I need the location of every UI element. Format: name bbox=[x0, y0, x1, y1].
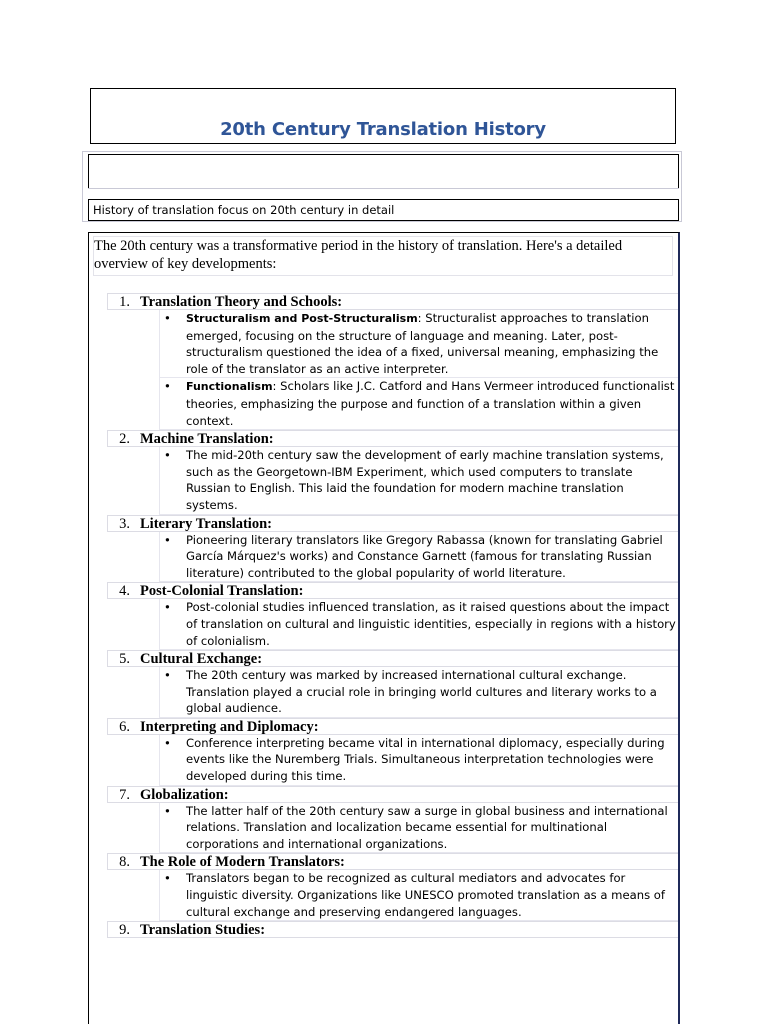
bullet-icon: • bbox=[164, 668, 171, 683]
bullet-text: Conference interpreting became vital in international diplomacy, especially during events like the Nuremberg Trials. Simultaneous interpretation technologies were developed during this time. bbox=[186, 735, 665, 784]
section-number: 5. bbox=[119, 651, 130, 668]
bullet-text: Translators began to be recognized as cultural mediators and advocates for linguistic diversity. Organizations like UNESCO promoted translation as a means of cultural exchange and preserving endangered languages. bbox=[186, 871, 665, 919]
bullet-term: Structuralism and Post-Structuralism bbox=[186, 312, 418, 325]
section-heading bbox=[107, 786, 679, 803]
section-title: Post-Colonial Translation: bbox=[140, 583, 304, 600]
bullet-text: The 20th century was marked by increased international cultural exchange. Translation played a crucial role in bringing world cultures and literary works to a global audience. bbox=[186, 668, 657, 716]
bullet-item bbox=[159, 667, 679, 718]
bullet-list bbox=[159, 532, 678, 583]
content-box bbox=[88, 232, 680, 1024]
section-title: Translation Studies: bbox=[140, 922, 266, 939]
section-list bbox=[107, 293, 678, 938]
divider bbox=[88, 188, 679, 189]
bullet-icon: • bbox=[164, 871, 171, 886]
section-number: 6. bbox=[119, 718, 130, 735]
section-title: Interpreting and Diplomacy: bbox=[140, 718, 319, 735]
section-number: 4. bbox=[119, 583, 130, 600]
bullet-text: Pioneering literary translators like Gregory Rabassa (known for translating Gabriel García Márquez's works) and Constance Garnett (famous for translating Russian literature) contributed to the global popularity of world literature. bbox=[186, 532, 663, 580]
bullet-icon: • bbox=[164, 803, 171, 818]
bullet-icon: • bbox=[164, 532, 171, 547]
bullet-list bbox=[159, 735, 678, 786]
document-title: 20th Century Translation History bbox=[220, 119, 546, 140]
section-item bbox=[107, 430, 678, 514]
section-item bbox=[107, 853, 678, 921]
bullet-icon: • bbox=[164, 448, 171, 463]
section-number: 8. bbox=[119, 854, 130, 871]
section-title: The Role of Modern Translators: bbox=[140, 854, 345, 871]
bullet-text: The latter half of the 20th century saw a surge in global business and international relations. Translation and localization became essential for multinational corporations and international organizations. bbox=[186, 803, 668, 851]
bullet-text: The mid-20th century saw the development of early machine translation systems, such as the Georgetown-IBM Experiment, which used computers to translate Russian to English. This laid the foundation for modern machine translation systems. bbox=[186, 448, 664, 512]
section-heading bbox=[107, 650, 679, 667]
empty-field bbox=[88, 154, 679, 189]
section-heading bbox=[107, 293, 679, 310]
bullet-list bbox=[159, 310, 678, 430]
section-item bbox=[107, 786, 678, 854]
bullet-icon: • bbox=[164, 600, 171, 615]
bullet-text: Post-colonial studies influenced translation, as it raised questions about the impact of translation on cultural and linguistic identities, especially in regions with a history of colonialism. bbox=[186, 600, 676, 648]
bullet-list bbox=[159, 599, 678, 650]
section-number: 3. bbox=[119, 515, 130, 532]
bullet-list bbox=[159, 447, 678, 514]
section-title: Machine Translation: bbox=[140, 431, 274, 448]
bullet-item bbox=[159, 803, 679, 854]
section-number: 7. bbox=[119, 786, 130, 803]
section-heading bbox=[107, 853, 679, 870]
intro-paragraph: The 20th century was a transformative period in the history of translation. Here's a detailed overview of key developments: bbox=[93, 236, 673, 276]
bullet-list bbox=[159, 870, 678, 921]
bullet-icon: • bbox=[164, 311, 171, 325]
bullet-item bbox=[159, 870, 679, 921]
bullet-list bbox=[159, 803, 678, 854]
bullet-list bbox=[159, 667, 678, 718]
section-item bbox=[107, 718, 678, 786]
section-title: Globalization: bbox=[140, 786, 229, 803]
bullet-item bbox=[159, 599, 679, 650]
description-field: History of translation focus on 20th century in detail bbox=[88, 199, 679, 221]
bullet-text: : Scholars like J.C. Catford and Hans Vermeer introduced functionalist theories, emphasizing the purpose and function of a translation within a given context. bbox=[186, 379, 675, 428]
bullet-item bbox=[159, 378, 679, 430]
section-title: Translation Theory and Schools: bbox=[140, 294, 343, 310]
section-heading bbox=[107, 921, 679, 938]
section-item bbox=[107, 650, 678, 718]
bullet-item bbox=[159, 532, 679, 583]
section-heading bbox=[107, 718, 679, 735]
section-heading bbox=[107, 515, 679, 532]
bullet-term: Functionalism bbox=[186, 380, 273, 394]
section-title: Literary Translation: bbox=[140, 515, 272, 532]
section-title: Cultural Exchange: bbox=[140, 651, 263, 668]
bullet-text: : Structuralist approaches to translation emerged, focusing on the structure of language and meaning. Later, post-structuralism questioned the idea of a fixed, universal meaning, emphasizing the role of the translator as an active interpreter. bbox=[186, 311, 659, 376]
bullet-icon: • bbox=[164, 735, 171, 750]
section-number: 1. bbox=[119, 294, 130, 310]
bullet-item bbox=[159, 310, 679, 378]
section-item bbox=[107, 515, 678, 583]
section-heading bbox=[107, 582, 679, 599]
section-number: 9. bbox=[119, 922, 130, 939]
bullet-icon: • bbox=[164, 379, 171, 394]
title-box bbox=[90, 88, 676, 144]
bullet-item bbox=[159, 447, 679, 514]
section-item bbox=[107, 293, 678, 430]
section-heading bbox=[107, 430, 679, 447]
section-number: 2. bbox=[119, 431, 130, 448]
section-item bbox=[107, 921, 678, 938]
section-item bbox=[107, 582, 678, 650]
bullet-item bbox=[159, 735, 679, 786]
